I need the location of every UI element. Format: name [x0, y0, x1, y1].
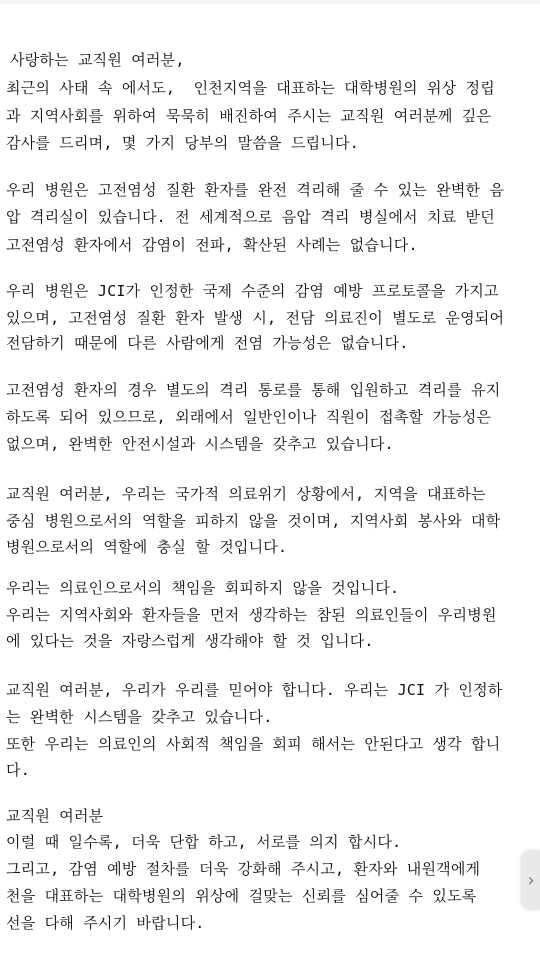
- letter-page: [6, 0, 530, 960]
- letter-line: 천을 대표하는 대학병원의 위상에 걸맞는 신뢰를 심어줄 수 있도록: [6, 887, 477, 905]
- letter-greeting: 사랑하는 교직원 여러분,: [10, 51, 185, 69]
- letter-line: 최근의 사태 속 에서도, 인천지역을 대표하는 대학병원의 위상 정립: [6, 79, 495, 97]
- letter-line: 전담하기 때문에 다른 사람에게 전염 가능성은 없습니다.: [6, 334, 409, 352]
- letter-line: 이럴 때 일수록, 더욱 단합 하고, 서로를 의지 합시다.: [6, 833, 402, 851]
- letter-line: 과 지역사회를 위하여 묵묵히 배진하여 주시는 교직원 여러분께 깊은: [6, 107, 492, 125]
- letter-line: 없으며, 완벽한 안전시설과 시스템을 갖추고 있습니다.: [6, 435, 394, 453]
- letter-line: 있으며, 고전염성 질환 환자 발생 시, 전담 의료진이 별도로 운영되어: [6, 309, 505, 327]
- letter-line: 압 격리실이 있습니다. 전 세계적으로 음압 격리 병실에서 치료 받던: [6, 208, 495, 226]
- letter-line: 고전염성 환자의 경우 별도의 격리 통로를 통해 입원하고 격리를 유지: [6, 381, 501, 399]
- letter-line: 우리 병원은 고전염성 질환 환자를 완전 격리해 줄 수 있는 완벽한 음: [6, 181, 505, 199]
- letter-line: 교직원 여러분: [6, 807, 104, 825]
- letter-line: 교직원 여러분, 우리는 국가적 의료위기 상황에서, 지역을 대표하는: [6, 485, 486, 503]
- letter-line: 또한 우리는 의료인의 사회적 책임을 회피 해서는 안된다고 생각 합니: [6, 735, 501, 753]
- letter-line: 감사를 드리며, 몇 가지 당부의 말씀을 드립니다.: [6, 134, 359, 152]
- letter-line: 교직원 여러분, 우리가 우리를 믿어야 합니다. 우리는 JCI 가 인정하: [6, 681, 503, 699]
- letter-line: 고전염성 환자에서 감염이 전파, 확산된 사례는 없습니다.: [6, 236, 418, 254]
- scroll-handle[interactable]: [522, 850, 540, 910]
- letter-line: 다.: [6, 761, 30, 779]
- letter-line: 하도록 되어 있으므로, 외래에서 일반인이나 직원이 접촉할 가능성은: [6, 408, 492, 426]
- letter-line: 병원으로서의 역할에 충실 할 것입니다.: [6, 538, 288, 556]
- letter-line: 중심 병원으로서의 역할을 피하지 않을 것이며, 지역사회 봉사와 대학: [6, 512, 501, 530]
- letter-line: 는 완벽한 시스템을 갖추고 있습니다.: [6, 708, 273, 726]
- letter-line: 우리는 의료인으로서의 책임을 회피하지 않을 것입니다.: [6, 579, 400, 597]
- letter-line: 에 있다는 것을 자랑스럽게 생각해야 할 것 입니다.: [6, 632, 374, 650]
- letter-line: 우리 병원은 JCI가 인정한 국제 수준의 감염 예방 프로토콜을 가지고: [6, 282, 499, 300]
- letter-line: 우리는 지역사회와 환자들을 먼저 생각하는 참된 의료인들이 우리병원: [6, 606, 497, 624]
- chevron-right-icon: ›: [527, 869, 535, 891]
- letter-line: 선을 다해 주시기 바랍니다.: [6, 914, 205, 932]
- letter-line: 그리고, 감염 예방 절차를 더욱 강화해 주시고, 환자와 내원객에게: [6, 860, 481, 878]
